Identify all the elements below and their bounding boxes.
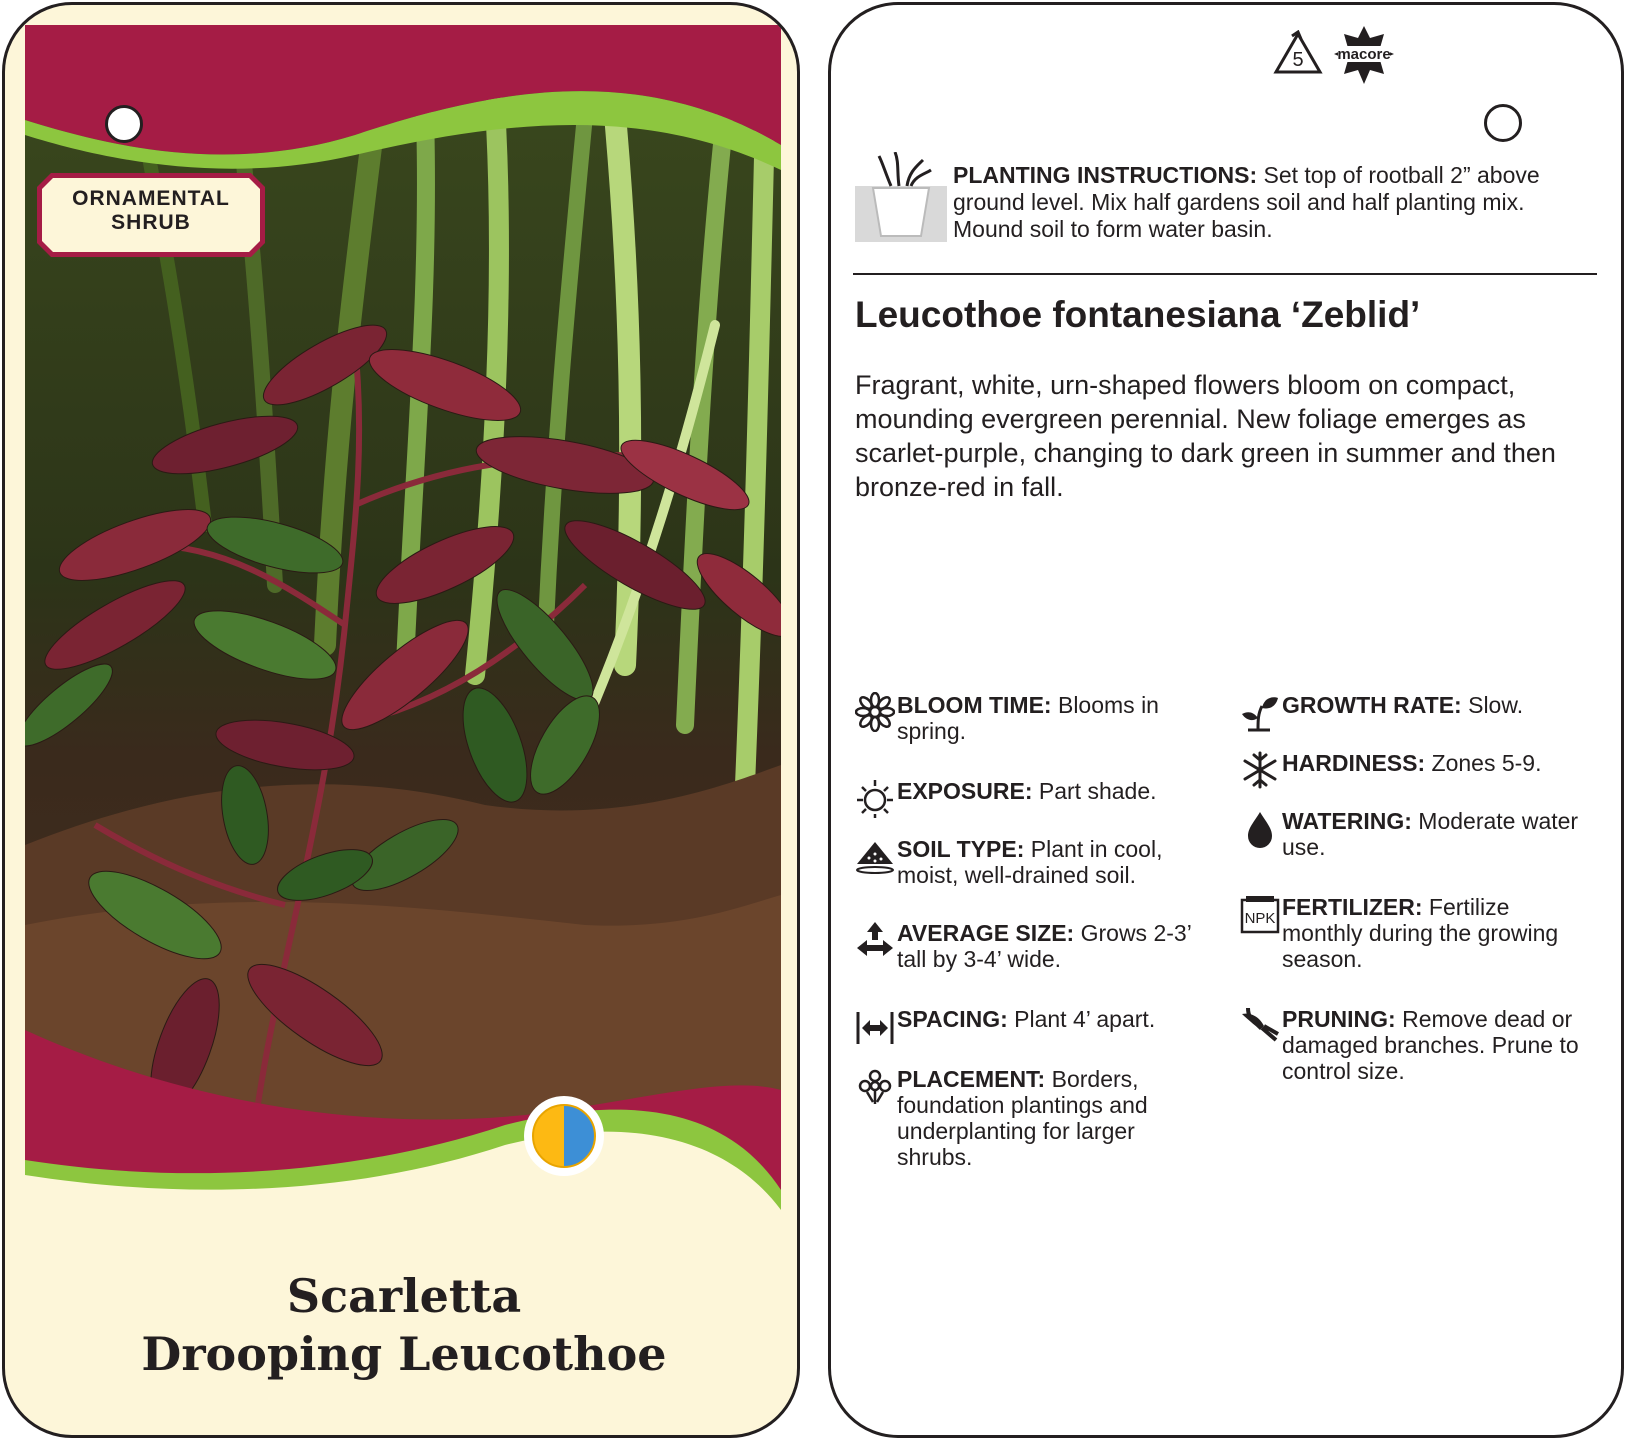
hang-hole (1484, 104, 1522, 142)
attr-value: Plant in cool, moist, well-drained soil. (897, 836, 1163, 888)
attr-label: HARDINESS: (1282, 750, 1426, 776)
planting-text: Set top of rootball 2” above ground level. Mix half gardens soil and half planting mix. Mound soil to form water basin. (953, 162, 1540, 242)
macore-logo (1330, 24, 1398, 86)
attr-value: Remove dead or damaged branches. Prune to control size. (1282, 1006, 1579, 1084)
common-name (45, 1267, 763, 1383)
attr-value: Borders, foundation plantings and underplanting for larger shrubs. (897, 1066, 1148, 1170)
attr-label: PLACEMENT: (897, 1066, 1046, 1092)
recycle-icon (1272, 30, 1324, 78)
divider (853, 273, 1597, 275)
attr-value: Part shade. (1032, 778, 1157, 804)
svg-text:macore: macore (1337, 46, 1391, 63)
recycle-number: 5 (1292, 49, 1304, 71)
soil-icon (855, 836, 895, 876)
pot-icon (855, 152, 947, 244)
snowflake-icon (1240, 750, 1280, 790)
pruner-icon (1240, 1006, 1280, 1046)
common-name-line1: Scarletta (286, 1269, 522, 1323)
plant-description: Fragrant, white, urn-shaped flowers bloom on compact, mounding evergreen perennial. New foliage emerges as scarlet-purple, changing to dark green in summer and then bronze-red in fall. (855, 370, 1556, 502)
attr-label: GROWTH RATE: (1282, 692, 1462, 718)
attr-value: Plant 4’ apart. (1007, 1006, 1156, 1032)
planting-instructions (855, 152, 1575, 262)
size-icon (855, 920, 895, 960)
attr-value: Grows 2-3’ tall by 3-4’ wide. (897, 920, 1191, 972)
attr-value: Slow. (1461, 692, 1524, 718)
common-name-line2: Drooping Leucothoe (141, 1327, 667, 1381)
attr-value: Fertilize monthly during the growing season. (1282, 894, 1559, 972)
attr-value: Zones 5-9. (1425, 750, 1542, 776)
botanical-name: Leucothoe fontanesiana ‘Zeblid’ (855, 294, 1421, 335)
sprout-icon (1240, 692, 1280, 732)
category-badge: ORNAMENTAL SHRUB (72, 187, 230, 234)
hang-hole (105, 105, 143, 143)
svg-text:NPK: NPK (1244, 910, 1276, 927)
npk-icon (1240, 894, 1280, 934)
attr-label: SPACING: (897, 1006, 1008, 1032)
spacing-icon (855, 1006, 895, 1046)
attr-value: Blooms in spring. (897, 692, 1159, 744)
placement-icon (855, 1066, 895, 1106)
attr-label: EXPOSURE: (897, 778, 1033, 804)
flower-icon (855, 692, 895, 732)
sun-icon (855, 778, 895, 818)
water-drop-icon (1240, 808, 1280, 848)
part-shade-icon (523, 1095, 605, 1177)
attr-label: WATERING: (1282, 808, 1412, 834)
attr-value: Moderate water use. (1282, 808, 1579, 860)
attr-label: BLOOM TIME: (897, 692, 1052, 718)
front-card (2, 2, 800, 1438)
attr-label: PRUNING: (1282, 1006, 1396, 1032)
attr-label: AVERAGE SIZE: (897, 920, 1075, 946)
attr-label: FERTILIZER: (1282, 894, 1423, 920)
attr-label: SOIL TYPE: (897, 836, 1025, 862)
planting-label: PLANTING INSTRUCTIONS: (953, 162, 1258, 188)
